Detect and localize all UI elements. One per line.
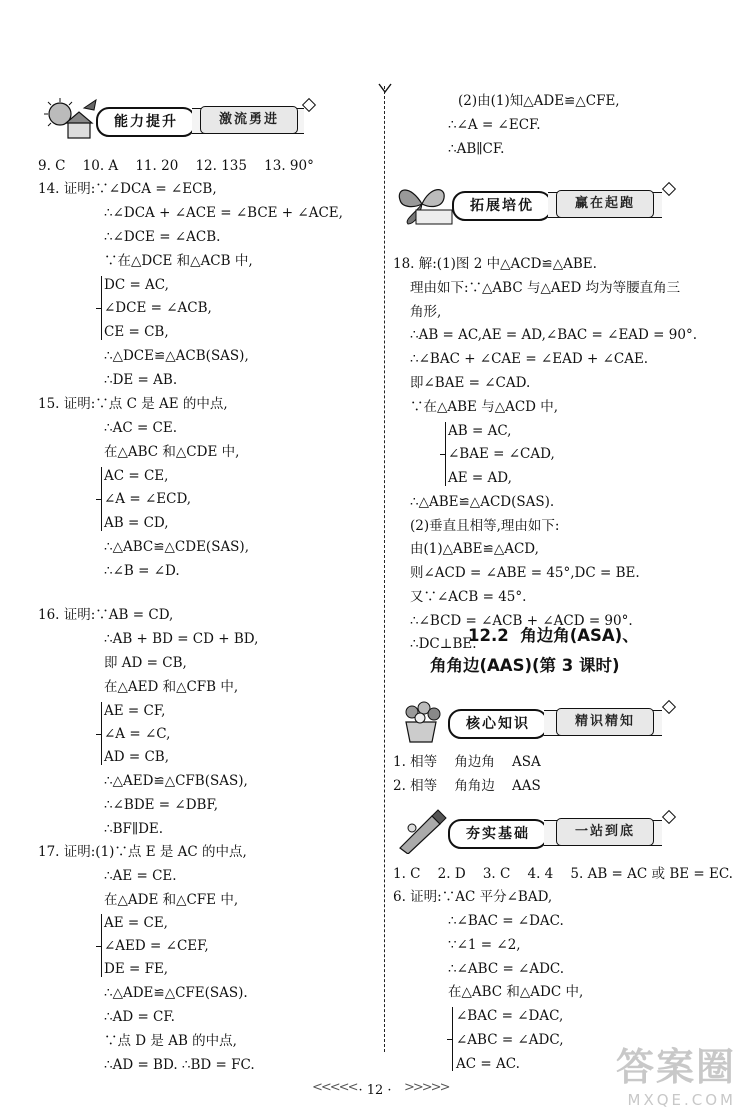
proof-line: ∵点 D 是 AB 的中点, <box>104 1033 237 1049</box>
proof-line: ∴DE = AB. <box>104 372 178 388</box>
system-brace <box>101 276 106 340</box>
system-brace <box>101 467 106 531</box>
proof-line: ∴△ABE≌△ACD(SAS). <box>410 494 555 510</box>
proof-line: ∴∠BAC + ∠CAE = ∠EAD + ∠CAE. <box>410 351 649 367</box>
section-title-line2: 角角边(AAS)(第 3 课时) <box>430 656 620 675</box>
section-banner-knowledge <box>392 698 682 744</box>
banner-tag: 精识精知 <box>556 708 654 736</box>
divider-top-ornament <box>377 82 393 94</box>
diamond-icon <box>302 98 316 112</box>
watermark-logo: 答案圈 <box>615 1045 736 1089</box>
banner-tag: 赢在起跑 <box>556 190 654 218</box>
proof-line: ∴BF∥DE. <box>104 821 164 837</box>
proof-line: 在△ABC 和△CDE 中, <box>104 444 240 460</box>
proof-line: ∴AE = CE. <box>104 868 177 884</box>
proof-line: 在△AED 和△CFB 中, <box>104 679 239 695</box>
answer-line: 在△ABC 和△ADC 中, <box>448 984 584 1000</box>
proof-line: ∴AD = CF. <box>104 1009 175 1025</box>
proof-line: ∴AD = BD. ∴BD = FC. <box>104 1057 255 1073</box>
banner-label: 核心知识 <box>448 709 548 739</box>
system-brace <box>452 1007 457 1071</box>
proof-line: 18. 解:(1)图 2 中△ACD≌△ABE. <box>393 256 597 272</box>
proof-line: ∠A = ∠ECD, <box>104 491 192 507</box>
section-banner-ability <box>38 96 323 142</box>
system-brace <box>101 702 106 765</box>
proof-line: 理由如下:∵△ABC 与△AED 均为等腰直角三 <box>410 280 681 296</box>
proof-line: 15. 证明:∵点 C 是 AE 的中点, <box>38 396 228 412</box>
answer-line: 1. C 2. D 3. C 4. 4 5. AB = AC 或 BE = EC. <box>393 866 733 882</box>
answer-line: ∴∠BAC = ∠DAC. <box>448 913 564 929</box>
banner-label: 夯实基础 <box>448 819 548 849</box>
butterfly-icon <box>392 180 454 226</box>
proof-line: ∴∠DCA + ∠ACE = ∠BCE + ∠ACE, <box>104 205 343 221</box>
proof-line: AE = CF, <box>104 703 166 719</box>
proof-line: AD = CB, <box>104 749 170 765</box>
proof-line: 角形, <box>410 304 442 320</box>
proof-line: 又∵∠ACB = 45°. <box>410 589 527 605</box>
proof-line: ∠BAE = ∠CAD, <box>448 446 555 462</box>
proof-line: ∠AED = ∠CEF, <box>104 938 209 954</box>
proof-line: ∴∠DCE = ∠ACB. <box>104 229 221 245</box>
proof-line: DC = AC, <box>104 277 169 293</box>
proof-line: ∴△AED≌△CFB(SAS), <box>104 773 248 789</box>
answer-line: 6. 证明:∵AC 平分∠BAD, <box>393 889 553 905</box>
proof-line: ∠DCE = ∠ACB, <box>104 300 212 316</box>
proof-line: 14. 证明:∵∠DCA = ∠ECB, <box>38 181 217 197</box>
proof-line: AB = AC, <box>448 423 512 439</box>
footer-ornament-left: <<<<< <box>312 1080 357 1095</box>
answer-line: ∠BAC = ∠DAC, <box>456 1008 564 1024</box>
answer-line: ∴∠ABC = ∠ADC. <box>448 961 565 977</box>
answer-line: ∵∠1 = ∠2, <box>448 937 521 953</box>
proof-line: 则∠ACD = ∠ABE = 45°,DC = BE. <box>410 565 640 581</box>
proof-line: AE = AD, <box>448 470 512 486</box>
proof-line: 即 AD = CB, <box>104 655 187 671</box>
banner-tag: 激流勇进 <box>200 106 298 134</box>
proof-line: AE = CE, <box>104 915 168 931</box>
answer-line: ∠ABC = ∠ADC, <box>456 1032 564 1048</box>
proof-line: 即∠BAE = ∠CAD. <box>410 375 531 391</box>
footer-ornament-right: >>>>> <box>404 1080 449 1095</box>
proof-line: CE = CB, <box>104 324 169 340</box>
proof-line: (2)由(1)知△ADE≌△CFE, <box>458 93 620 109</box>
proof-line: AC = CE, <box>104 468 169 484</box>
banner-label: 能力提升 <box>96 107 196 137</box>
proof-line: ∴∠A = ∠ECF. <box>448 117 541 133</box>
system-brace <box>445 422 450 486</box>
proof-line: ∴∠B = ∠D. <box>104 563 180 579</box>
answer-line: 2. 相等 角角边 AAS <box>393 778 541 794</box>
pencil-icon <box>392 808 454 854</box>
answer-line: 1. 相等 角边角 ASA <box>393 754 541 770</box>
system-brace <box>101 914 106 977</box>
proof-line: ∴△DCE≌△ACB(SAS), <box>104 348 249 364</box>
section-banner-extend <box>392 180 682 226</box>
proof-line: DE = FE, <box>104 961 169 977</box>
proof-line: 17. 证明:(1)∵点 E 是 AC 的中点, <box>38 844 247 860</box>
proof-line: ∴DC⊥BE. <box>410 636 477 652</box>
proof-line: ∴△ABC≌△CDE(SAS), <box>104 539 249 555</box>
proof-line: ∴△ADE≌△CFE(SAS). <box>104 985 248 1001</box>
proof-line: ∴∠BDE = ∠DBF, <box>104 797 219 813</box>
section-banner-basics <box>392 808 682 854</box>
proof-line: ∴AB = AC,AE = AD,∠BAC = ∠EAD = 90°. <box>410 327 697 343</box>
sun-house-icon <box>38 96 100 142</box>
banner-tag: 一站到底 <box>556 818 654 846</box>
proof-line: 16. 证明:∵AB = CD, <box>38 607 174 623</box>
banner-label: 拓展培优 <box>452 191 552 221</box>
proof-line: ∴AC = CE. <box>104 420 178 436</box>
section-title-line1: 12.2 角边角(ASA)、 <box>468 626 639 645</box>
proof-line: ∴AB∥CF. <box>448 141 505 157</box>
column-divider <box>384 86 385 1052</box>
proof-line: ∠A = ∠C, <box>104 726 171 742</box>
proof-line: AB = CD, <box>104 515 169 531</box>
proof-line: (2)垂直且相等,理由如下: <box>410 518 560 534</box>
diamond-icon <box>662 182 676 196</box>
answer-line: AC = AC. <box>456 1056 520 1072</box>
proof-line: ∴AB + BD = CD + BD, <box>104 631 259 647</box>
proof-line: 由(1)△ABE≌△ACD, <box>410 541 539 557</box>
watermark-url: MXQE.COM <box>627 1091 736 1109</box>
proof-line: 在△ADE 和△CFE 中, <box>104 892 239 908</box>
flower-pot-icon <box>392 698 454 744</box>
proof-line: ∴∠BCD = ∠ACB + ∠ACD = 90°. <box>410 613 633 629</box>
watermark <box>616 1036 736 1109</box>
proof-line: ∵在△ABE 与△ACD 中, <box>410 399 559 415</box>
proof-line: 9. C 10. A 11. 20 12. 135 13. 90° <box>38 158 314 174</box>
diamond-icon <box>662 810 676 824</box>
diamond-icon <box>662 700 676 714</box>
proof-line: ∵在△DCE 和△ACB 中, <box>104 253 253 269</box>
page-number: · 12 · <box>358 1083 392 1098</box>
